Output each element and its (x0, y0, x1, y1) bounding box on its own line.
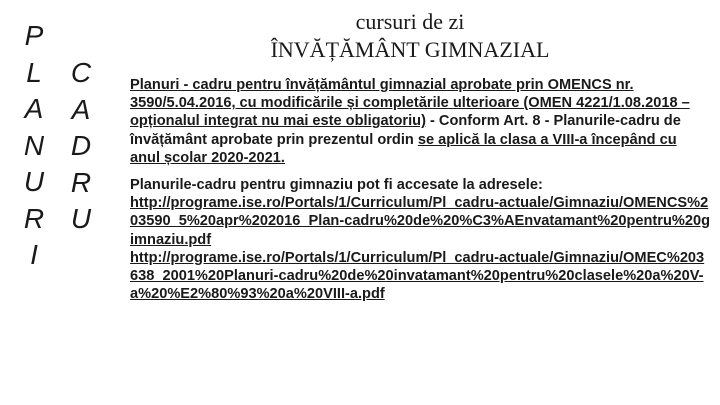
title-line-1: cursuri de zi (355, 9, 465, 34)
vertical-letter: L (26, 56, 42, 88)
vertical-word-cadru (66, 55, 96, 238)
page-title (235, 8, 585, 64)
access-paragraph (130, 176, 710, 303)
omencs-reference: pentru învățământul gimnazial aprobate prin OMENCS nr. 3590/5.04.2016, cu modificările și completările ulterioare (OMEN 4221/1.08.2018 – opționalul integrat nu mai este obligatoriu) (130, 77, 690, 130)
planuri-cadru-term: Planuri - cadru (130, 77, 233, 93)
link-omec-3638[interactable]: http://programe.ise.ro/Portals/1/Curriculum/Pl_cadru-actuale/Gimnaziu/OMEC%203638_2001%20Planuri-cadru%20de%20invatamant%20pentru%20clasele%20a%20V-a%20%E2%80%93%20a%20VIII-a.pdf (130, 249, 705, 303)
legal-basis-paragraph (130, 76, 710, 167)
vertical-word-planuri (19, 18, 49, 274)
vertical-letter: N (23, 129, 45, 161)
main-content (130, 76, 710, 303)
vertical-letter: P (24, 20, 44, 51)
title-line-2: ÎNVĂȚĂMÂNT GIMNAZIAL (270, 37, 550, 62)
vertical-letter: U (23, 166, 45, 197)
vertical-title-sidebar (0, 0, 112, 405)
applicability-text: se aplică la clasa a VIII-a începând cu anul școlar 2020-2021. (130, 131, 677, 166)
vertical-letter: R (70, 166, 92, 198)
vertical-letter: U (70, 203, 92, 234)
link-omencs-3590[interactable]: http://programe.ise.ro/Portals/1/Curriculum/Pl_cadru-actuale/Gimnaziu/OMENCS%203590_5%20apr%202016_Plan-cadru%20de%20%C3%AEnvatamant%20pentru%20gimnaziu.pdf (130, 195, 710, 248)
vertical-letter: A (71, 93, 91, 125)
article-8-text: - Conform Art. 8 - Planurile-cadru de învățământ aprobate prin prezentul ordin (130, 113, 681, 148)
vertical-letter: C (70, 57, 92, 88)
vertical-letter: A (24, 93, 44, 124)
vertical-letter: I (30, 239, 38, 270)
access-intro: Planurile-cadru pentru gimnaziu pot fi accesate la adresele: (130, 177, 543, 194)
vertical-letter: R (23, 202, 45, 234)
vertical-letter: D (70, 130, 92, 161)
